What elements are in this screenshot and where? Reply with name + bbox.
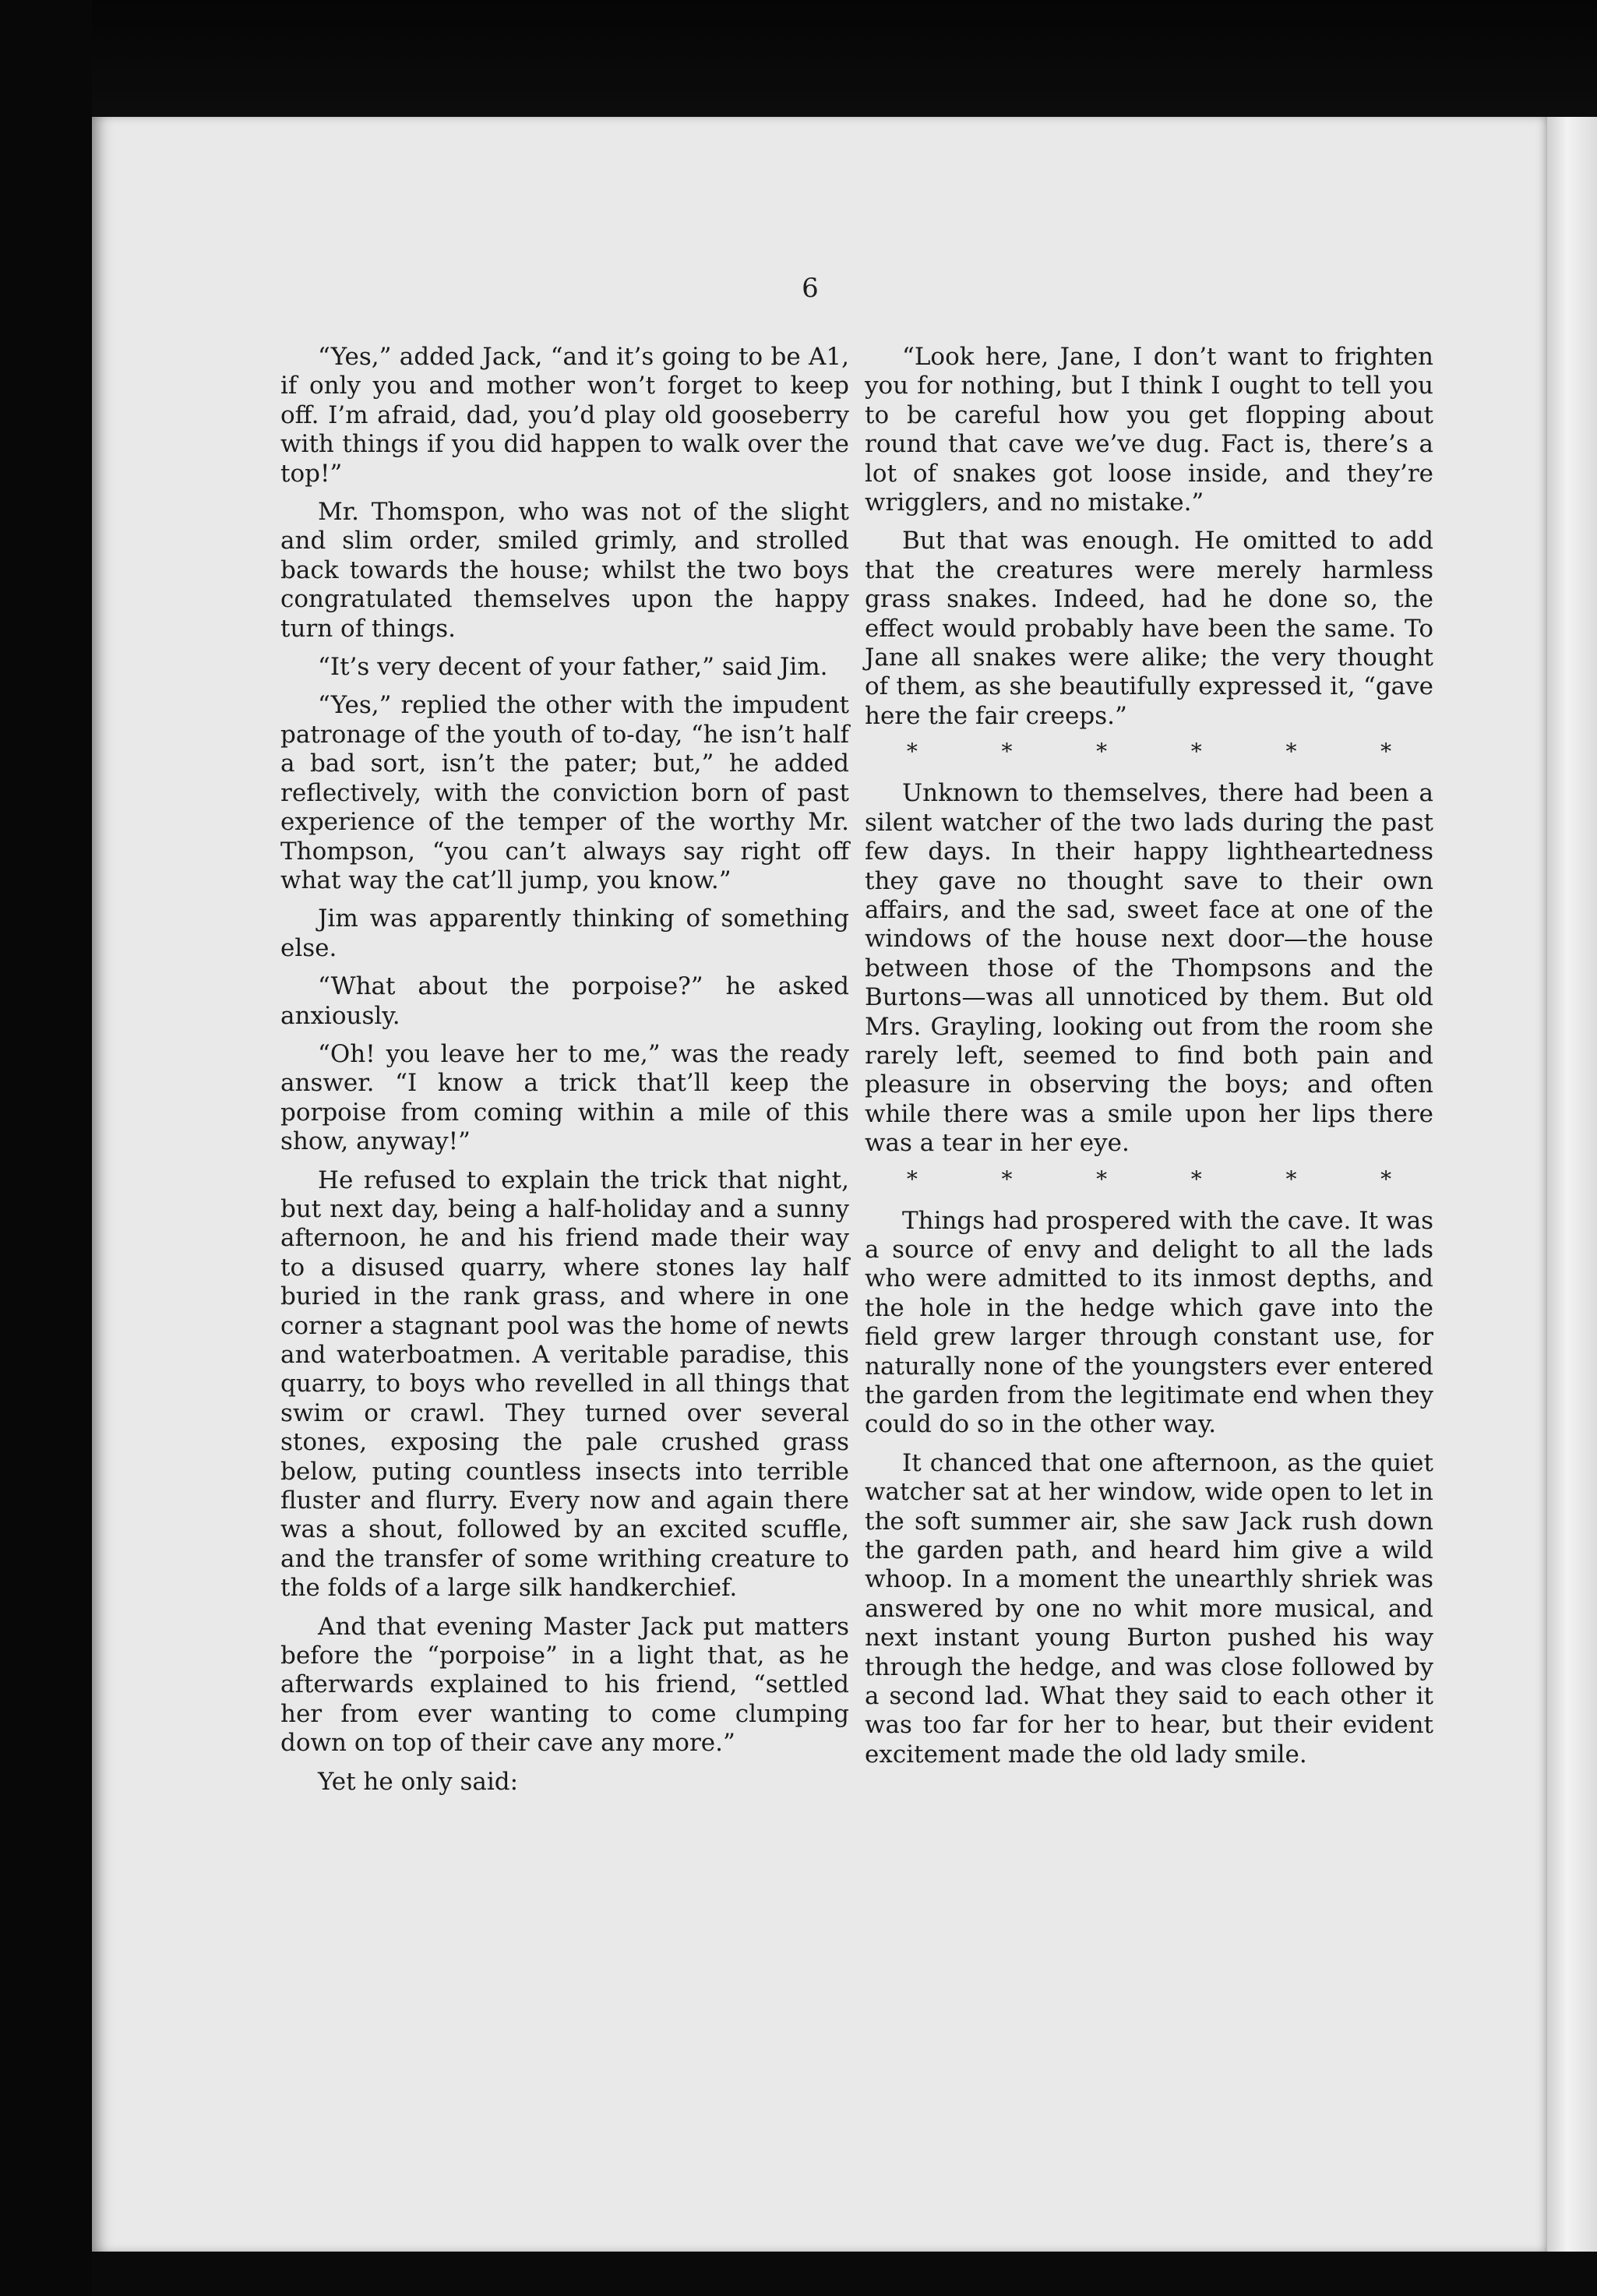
paragraph: “Yes,” added Jack, “and it’s going to be A1, if only you and mother won’t forget to keep off. I’m afraid, dad, you’d play old gooseberry with things if you did happen to walk over the top!” (280, 343, 849, 488)
paragraph: And that evening Master Jack put matters before the “porpoise” in a light that, as he afterwards explained to his friend, “settled her from ever wanting to come clumping down on top of their cave any more.” (280, 1612, 849, 1758)
star: * (906, 1166, 918, 1192)
next-page-edge (1547, 117, 1597, 2252)
star: * (1285, 1166, 1297, 1192)
star: * (1096, 739, 1108, 765)
paragraph: “It’s very decent of your father,” said Jim. (318, 653, 828, 682)
section-divider-stars (865, 740, 1433, 764)
star: * (906, 739, 918, 765)
section-divider-stars (865, 1168, 1433, 1191)
star: * (1380, 1166, 1392, 1192)
scan-background (0, 0, 1597, 129)
star: * (1380, 739, 1392, 765)
right-column (865, 343, 1433, 1779)
paragraph: It chanced that one afternoon, as the quiet watcher sat at her window, wide open to let in the soft summer air, she saw Jack rush down the garden path, and heard him give a wild whoop. In a moment the unearthly shriek was answered by one no whit more musical, and next instant young Burton pushed his way through the hedge, and was close followed by a second lad. What they said to each other it was too far for her to hear, but their evident excitement made the old lady smile. (865, 1448, 1433, 1769)
paragraph: Unknown to themselves, there had been a silent watcher of the two lads during the past few days. In their happy lightheartedness they gave no thought save to their own affairs, and the sad, sweet face at one of the windows of the house next door—the house between those of the Thompsons and the Burtons—was all unnoticed by them. But old Mrs. Grayling, looking out from the room she rarely left, seemed to find both pain and pleasure in observing the boys; and often while there was a smile upon her lips there was a tear in her eye. (865, 779, 1433, 1158)
star: * (1190, 1166, 1202, 1192)
paragraph: “Oh! you leave her to me,” was the ready answer. “I know a trick that’ll keep the porpoise from coming within a mile of this show, anyway!” (280, 1039, 849, 1156)
star: * (1001, 739, 1013, 765)
star: * (1190, 739, 1202, 765)
paragraph: He refused to explain the trick that night, but next day, being a half-holiday and a sunny afternoon, he and his friend made their way to a disused quarry, where stones lay half buried in the rank grass, and where in one corner a stagnant pool was the home of newts and waterboatmen. A veritable paradise, this quarry, to boys who revelled in all things that swim or crawl. They turned over several stones, exposing the pale crushed grass below, puting countless insects into terrible fluster and flurry. Every now and again there was a shout, followed by an excited scuffle, and the transfer of some writhing creature to the folds of a large silk handkerchief. (280, 1166, 849, 1603)
star: * (1096, 1166, 1108, 1192)
star: * (1001, 1166, 1013, 1192)
paragraph: Things had prospered with the cave. It was a source of envy and delight to all the lads who were admitted to its inmost depths, and the hole in the hedge which gave into the field grew larger through constant use, for naturally none of the youngsters ever entered the garden from the legitimate end when they could do so in the other way. (865, 1206, 1433, 1439)
paragraph: Mr. Thomspon, who was not of the slight and slim order, smiled grimly, and strolled back towards the house; whilst the two boys congratulated themselves upon the happy turn of things. (280, 498, 849, 643)
page-number: 6 (802, 273, 819, 304)
paragraph: “Look here, Jane, I don’t want to frighten you for nothing, but I think I ought to tell you to be careful how you get flopping about round that cave we’ve dug. Fact is, there’s a lot of snakes got loose inside, and they’re wrigglers, and no mistake.” (865, 343, 1433, 517)
paragraph: “What about the porpoise?” he asked anxiously. (280, 972, 849, 1030)
star: * (1285, 739, 1297, 765)
paragraph: “Yes,” replied the other with the impudent patronage of the youth of to-day, “he isn’t half a bad sort, isn’t the pater; but,” he added reflectively, with the conviction born of past experience of the temper of the worthy Mr. Thompson, “you can’t always say right off what way the cat’ll jump, you know.” (280, 691, 849, 894)
scan-bottom-edge (92, 2252, 1597, 2296)
scan-left-edge (0, 0, 92, 2296)
paragraph: Yet he only said: (318, 1767, 519, 1796)
paragraph: Jim was apparently thinking of something else. (280, 905, 849, 962)
paragraph: But that was enough. He omitted to add that the creatures were merely harmless grass snakes. Indeed, had he done so, the effect would probably have been the same. To Jane all snakes were alike; the very thought of them, as she beautifully expressed it, “gave here the fair creeps.” (865, 527, 1433, 730)
left-column (280, 343, 849, 1806)
